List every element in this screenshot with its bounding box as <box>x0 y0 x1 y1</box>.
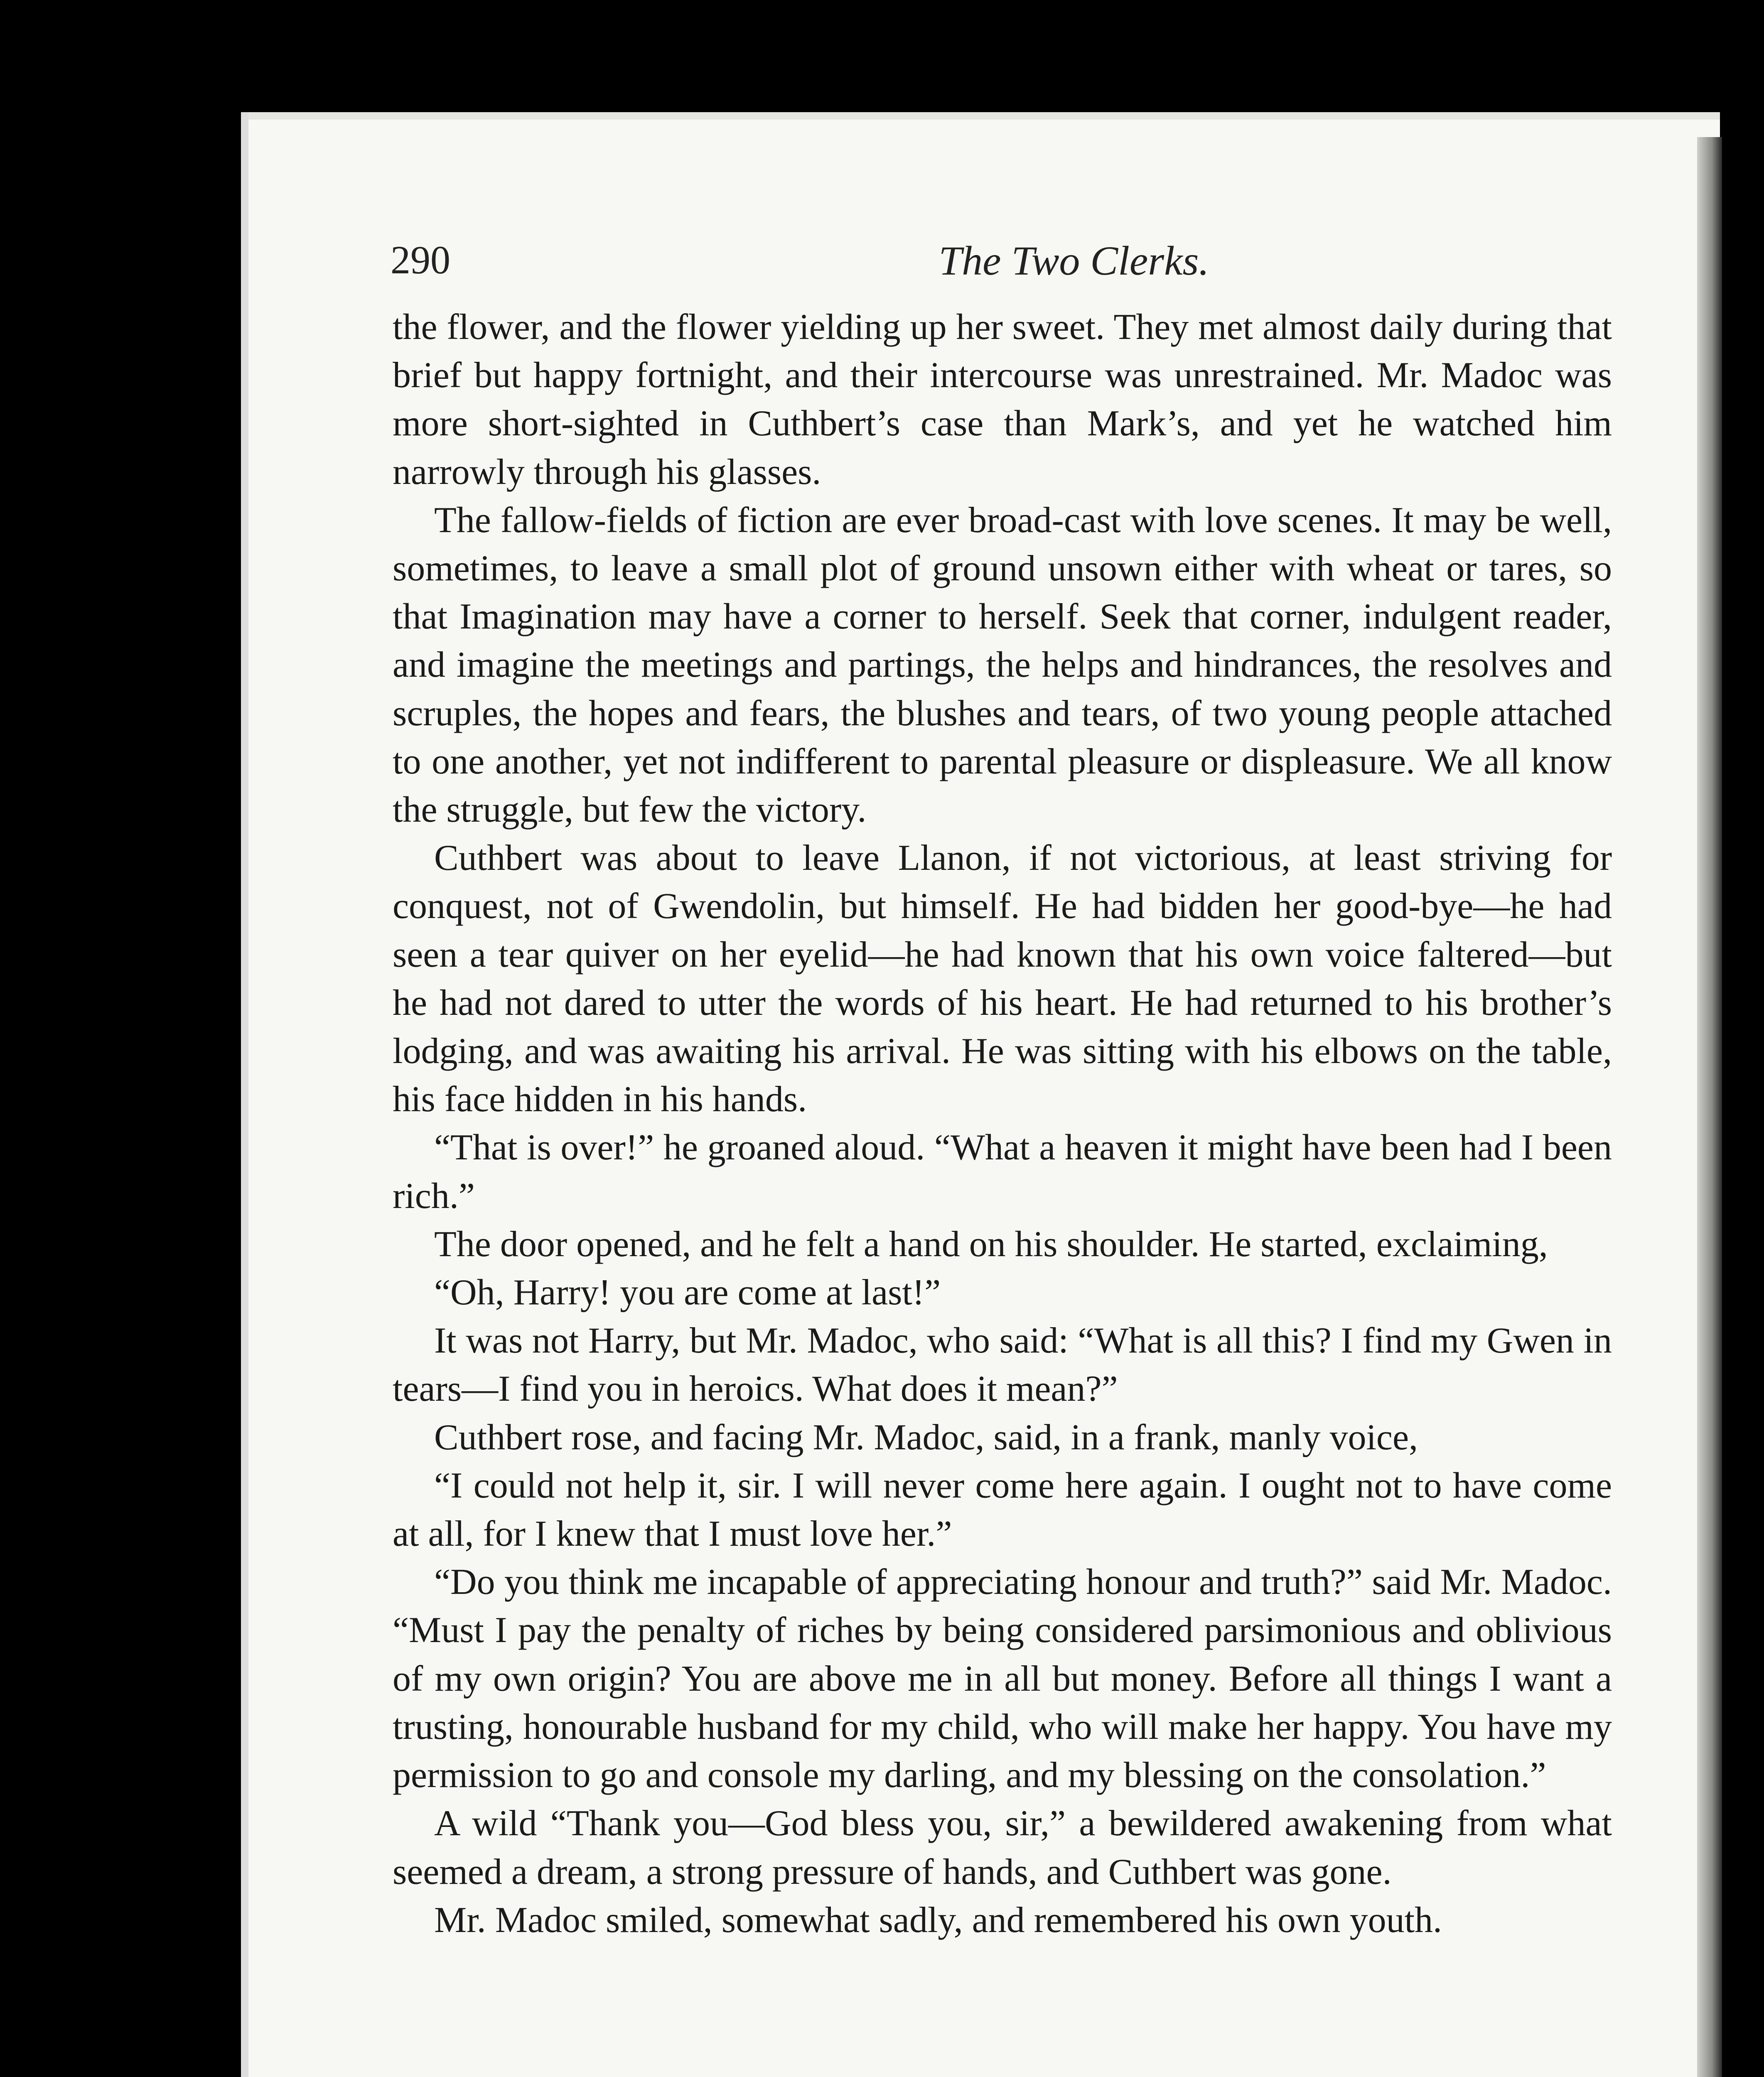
paragraph: the flower, and the flower yielding up her sweet. They met almost daily during that brief but happy fortnight, and their intercourse was unrestrained. Mr. Madoc was more short-sighted in Cuthbert’s case than Mark’s, and yet he watched him narrowly through his glasses. <box>393 307 1612 492</box>
paragraph: It was not Harry, but Mr. Madoc, who said: “What is all this? I find my Gwen in tears—I find you in heroics. What does it mean?” <box>393 1321 1612 1409</box>
book-page <box>241 112 1720 2077</box>
paragraph: Cuthbert was about to leave Llanon, if not victorious, at least striving for conquest, not of Gwendolin, but himself. He had bidden her good-bye—he had seen a tear quiver on her eyelid—he had known that his own voice faltered—but he had not dared to utter the words of his heart. He had returned to his brother’s lodging, and was awaiting his arrival. He was sitting with his elbows on the table, his face hidden in his hands. <box>393 838 1612 1120</box>
paragraph: The fallow-fields of fiction are ever broad-cast with love scenes. It may be well, sometimes, to leave a small plot of ground unsown either with wheat or tares, so that Imagination may have a corner to herself. Seek that corner, indulgent reader, and imagine the meetings and partings, the helps and hindrances, the resolves and scruples, the hopes and fears, the blushes and tears, of two young people attached to one another, yet not indifferent to parental pleasure or displeasure. We all know the struggle, but few the victory. <box>393 500 1612 830</box>
page-edge <box>1697 137 1722 2077</box>
running-title: The Two Clerks. <box>939 238 1209 284</box>
paragraph: A wild “Thank you—God bless you, sir,” a bewildered awakening from what seemed a dream, a strong pressure of hands, and Cuthbert was gone. <box>393 1803 1612 1892</box>
paragraph: Cuthbert rose, and facing Mr. Madoc, said, in a frank, manly voice, <box>434 1417 1418 1458</box>
paragraph: “That is over!” he groaned aloud. “What a heaven it might have been had I been rich.” <box>393 1127 1612 1216</box>
page-header <box>391 237 1608 291</box>
page-number: 290 <box>391 238 450 282</box>
paragraph: The door opened, and he felt a hand on his shoulder. He started, exclaiming, <box>434 1224 1548 1264</box>
paragraph: “Do you think me incapable of appreciating honour and truth?” said Mr. Madoc. “Must I pay the penalty of riches by being considered parsimonious and oblivious of my own origin? You are above me in all but money. Before all things I want a trusting, honourable husband for my child, who will make her happy. You have my permission to go and console my darling, and my blessing on the consolation.” <box>393 1562 1612 1796</box>
paragraph: “Oh, Harry! you are come at last!” <box>434 1272 941 1313</box>
paragraph: Mr. Madoc smiled, somewhat sadly, and remembered his own youth. <box>434 1900 1442 1940</box>
body-text <box>393 303 1612 1944</box>
paragraph: “I could not help it, sir. I will never come here again. I ought not to have come at all, for I knew that I must love her.” <box>393 1465 1612 1554</box>
